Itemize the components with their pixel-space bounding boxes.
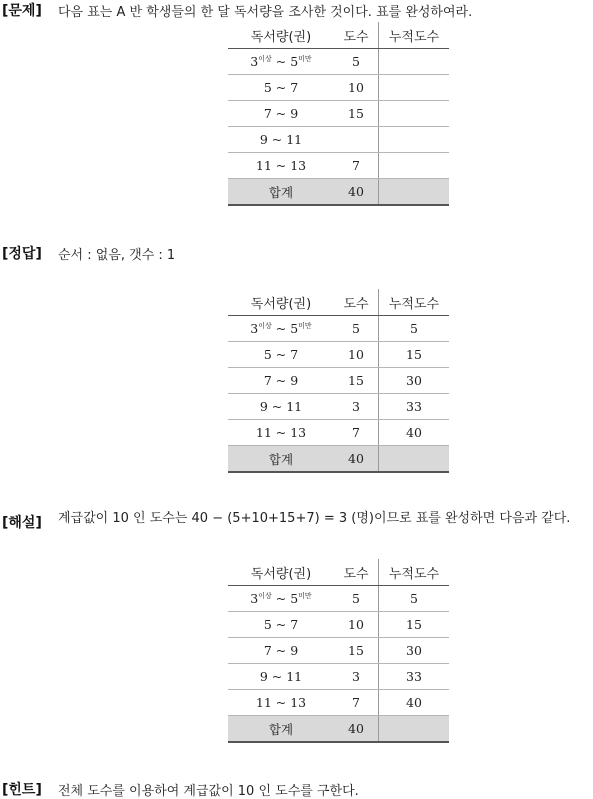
explanation-table xyxy=(228,559,449,743)
interval-from: 5 xyxy=(263,80,272,95)
frequency-cell: 10 xyxy=(334,612,379,638)
frequency-cell: 5 xyxy=(334,586,379,612)
interval-to: 13 xyxy=(290,158,307,173)
interval-from: 3 xyxy=(250,54,259,70)
frequency-cell: 15 xyxy=(334,101,379,127)
problem-table xyxy=(228,22,449,206)
table-row xyxy=(228,49,449,75)
hint-text: 전체 도수를 이용하여 계급값이 10 인 도수를 구한다. xyxy=(58,784,359,799)
interval-from: 5 xyxy=(263,347,272,362)
answer-table xyxy=(228,289,449,473)
cumulative-cell xyxy=(379,127,450,153)
explanation-text: 계급값이 10 인 도수는 40 − (5+10+15+7) = 3 (명)이므로 표를 완성하면 다음과 같다. xyxy=(58,511,571,526)
total-frequency: 40 xyxy=(334,446,379,473)
class-interval: 5 ~ 7 xyxy=(228,342,334,368)
interval-from: 9 xyxy=(259,132,268,147)
header-frequency: 도수 xyxy=(334,559,379,586)
interval-to: 11 xyxy=(286,669,303,684)
mark-upper: 미만 xyxy=(298,591,312,600)
header-row xyxy=(228,289,449,316)
table-row xyxy=(228,690,449,716)
class-interval: 5 ~ 7 xyxy=(228,612,334,638)
frequency-cell: 3 xyxy=(334,394,379,420)
problem-text: 다음 표는 A 반 학생들의 한 달 독서량을 조사한 것이다. 표를 완성하여라. xyxy=(58,5,473,20)
total-label: 합계 xyxy=(228,179,334,206)
class-interval: 9 ~ 11 xyxy=(228,664,334,690)
header-frequency: 도수 xyxy=(334,22,379,49)
interval-from: 3 xyxy=(250,591,259,607)
class-interval: 9 ~ 11 xyxy=(228,127,334,153)
interval-to: 9 xyxy=(290,643,299,658)
total-row xyxy=(228,716,449,743)
interval-to: 13 xyxy=(290,425,307,440)
cumulative-cell: 40 xyxy=(379,420,450,446)
cumulative-cell: 40 xyxy=(379,690,450,716)
class-interval: 7 ~ 9 xyxy=(228,101,334,127)
header-cumulative: 누적도수 xyxy=(379,289,450,316)
cumulative-cell xyxy=(379,49,450,75)
interval-from: 7 xyxy=(263,106,272,121)
interval-from: 9 xyxy=(259,399,268,414)
table-row xyxy=(228,638,449,664)
explanation-tag: [해설] xyxy=(2,515,42,531)
cumulative-cell xyxy=(379,101,450,127)
total-row xyxy=(228,179,449,206)
interval-to: 5 xyxy=(290,321,299,337)
table-row xyxy=(228,664,449,690)
class-interval: 7 ~ 9 xyxy=(228,638,334,664)
class-interval: $3^{이상}$ ~ $5^{미만}$ xyxy=(228,49,334,75)
total-frequency: 40 xyxy=(334,179,379,206)
total-label: 합계 xyxy=(228,716,334,743)
total-frequency: 40 xyxy=(334,716,379,743)
mark-lower: 이상 xyxy=(258,591,272,600)
total-cumulative xyxy=(379,716,450,743)
table-row xyxy=(228,75,449,101)
cumulative-cell: 15 xyxy=(379,612,450,638)
total-row xyxy=(228,446,449,473)
frequency-cell: 10 xyxy=(334,342,379,368)
frequency-cell xyxy=(334,127,379,153)
interval-to: 5 xyxy=(290,591,299,607)
cumulative-cell xyxy=(379,153,450,179)
table-row xyxy=(228,101,449,127)
cumulative-cell: 30 xyxy=(379,638,450,664)
cumulative-cell: 5 xyxy=(379,586,450,612)
table-row xyxy=(228,612,449,638)
header-cumulative: 누적도수 xyxy=(379,22,450,49)
frequency-cell: 3 xyxy=(334,664,379,690)
class-interval: $3^{이상}$ ~ $5^{미만}$ xyxy=(228,316,334,342)
interval-from: 5 xyxy=(263,617,272,632)
interval-to: 9 xyxy=(290,106,299,121)
class-interval: 11 ~ 13 xyxy=(228,690,334,716)
table-row xyxy=(228,342,449,368)
frequency-cell: 10 xyxy=(334,75,379,101)
interval-from: 9 xyxy=(259,669,268,684)
frequency-cell: 15 xyxy=(334,368,379,394)
interval-from: 3 xyxy=(250,321,259,337)
class-interval: 9 ~ 11 xyxy=(228,394,334,420)
header-row xyxy=(228,559,449,586)
interval-from: 11 xyxy=(255,425,272,440)
interval-to: 7 xyxy=(290,80,299,95)
interval-from: 11 xyxy=(255,695,272,710)
interval-to: 7 xyxy=(290,617,299,632)
frequency-cell: 7 xyxy=(334,690,379,716)
problem-tag: [문제] xyxy=(2,3,42,19)
frequency-cell: 5 xyxy=(334,49,379,75)
frequency-cell: 5 xyxy=(334,316,379,342)
class-interval: 7 ~ 9 xyxy=(228,368,334,394)
answer-text: 순서 : 없음, 갯수 : 1 xyxy=(58,248,176,263)
interval-to: 13 xyxy=(290,695,307,710)
table-row xyxy=(228,394,449,420)
table-row xyxy=(228,316,449,342)
cumulative-cell: 30 xyxy=(379,368,450,394)
table-row xyxy=(228,368,449,394)
frequency-cell: 7 xyxy=(334,153,379,179)
header-class: 독서량(권) xyxy=(228,559,334,586)
mark-lower: 이상 xyxy=(258,321,272,330)
hint-tag: [힌트] xyxy=(2,782,42,798)
frequency-cell: 7 xyxy=(334,420,379,446)
interval-from: 11 xyxy=(255,158,272,173)
cumulative-cell: 5 xyxy=(379,316,450,342)
interval-from: 7 xyxy=(263,643,272,658)
total-label: 합계 xyxy=(228,446,334,473)
mark-lower: 이상 xyxy=(258,54,272,63)
interval-to: 9 xyxy=(290,373,299,388)
header-class: 독서량(권) xyxy=(228,289,334,316)
table-row xyxy=(228,127,449,153)
cumulative-cell xyxy=(379,75,450,101)
class-interval: $3^{이상}$ ~ $5^{미만}$ xyxy=(228,586,334,612)
class-interval: 11 ~ 13 xyxy=(228,153,334,179)
table-row xyxy=(228,153,449,179)
total-cumulative xyxy=(379,179,450,206)
header-class: 독서량(권) xyxy=(228,22,334,49)
cumulative-cell: 15 xyxy=(379,342,450,368)
table-row xyxy=(228,586,449,612)
cumulative-cell: 33 xyxy=(379,664,450,690)
mark-upper: 미만 xyxy=(298,54,312,63)
answer-tag: [정답] xyxy=(2,246,42,262)
interval-to: 5 xyxy=(290,54,299,70)
header-cumulative: 누적도수 xyxy=(379,559,450,586)
interval-to: 11 xyxy=(286,132,303,147)
header-row xyxy=(228,22,449,49)
class-interval: 11 ~ 13 xyxy=(228,420,334,446)
total-cumulative xyxy=(379,446,450,473)
frequency-cell: 15 xyxy=(334,638,379,664)
interval-from: 7 xyxy=(263,373,272,388)
header-frequency: 도수 xyxy=(334,289,379,316)
interval-to: 11 xyxy=(286,399,303,414)
mark-upper: 미만 xyxy=(298,321,312,330)
table-row xyxy=(228,420,449,446)
cumulative-cell: 33 xyxy=(379,394,450,420)
interval-to: 7 xyxy=(290,347,299,362)
class-interval: 5 ~ 7 xyxy=(228,75,334,101)
